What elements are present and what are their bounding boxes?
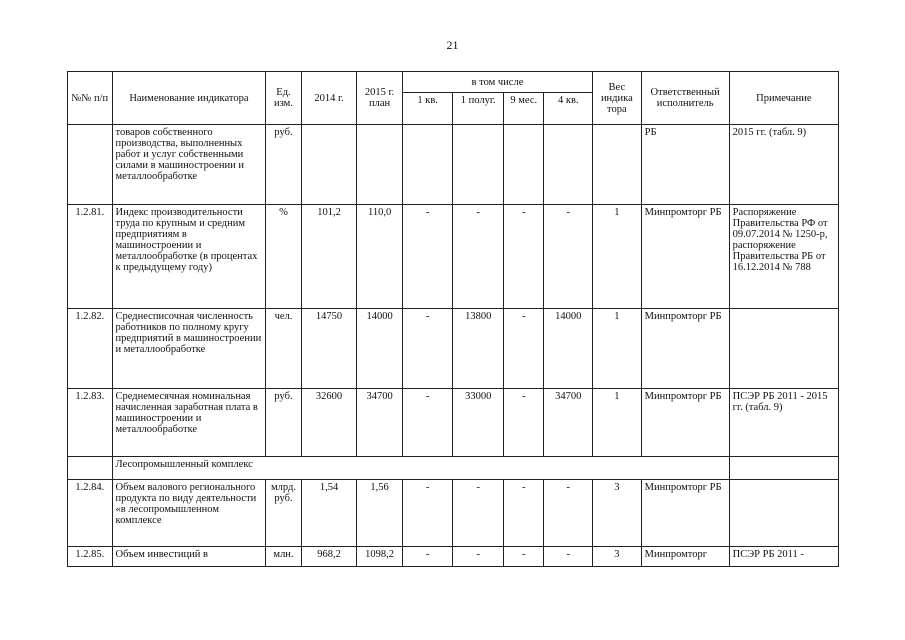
cell-q1: - <box>402 389 453 457</box>
cell-2014: 32600 <box>301 389 357 457</box>
cell-unit: % <box>266 205 301 309</box>
section-title: Лесопромышленный комплекс <box>112 457 729 480</box>
cell-q4: 34700 <box>544 389 593 457</box>
cell-2014: 14750 <box>301 309 357 389</box>
cell-responsible: Минпромторг РБ <box>641 389 729 457</box>
table-row <box>68 389 839 457</box>
cell-q4: 14000 <box>544 309 593 389</box>
cell-num <box>68 125 113 205</box>
cell-num: 1.2.84. <box>68 480 113 547</box>
cell-name: товаров собственного производства, выполненных работ и услуг собственными силами в машиностроении и металлообработке <box>112 125 266 205</box>
table-row <box>68 125 839 205</box>
indicators-table <box>67 71 839 567</box>
cell-weight: 3 <box>593 480 642 547</box>
cell-name: Среднесписочная численность работников по полному кругу предприятий в машиностроении и металлообработке <box>112 309 266 389</box>
cell-num: 1.2.83. <box>68 389 113 457</box>
cell-q4: - <box>544 205 593 309</box>
cell-unit: млн. <box>266 547 301 567</box>
table-row <box>68 309 839 389</box>
header-note: Примечание <box>729 72 838 125</box>
cell-2015: 1098,2 <box>357 547 403 567</box>
header-unit: Ед. изм. <box>266 72 301 125</box>
cell-weight: 3 <box>593 547 642 567</box>
cell-h1: 13800 <box>453 309 504 389</box>
page-number: 21 <box>446 38 459 52</box>
cell-unit: млрд. руб. <box>266 480 301 547</box>
section-row <box>68 457 839 480</box>
header-including: в том числе <box>402 72 592 93</box>
header-h1: 1 полуг. <box>453 93 504 125</box>
header-num: №№ п/п <box>68 72 113 125</box>
cell-note <box>729 309 838 389</box>
cell-2015: 110,0 <box>357 205 403 309</box>
cell-q1: - <box>402 309 453 389</box>
cell-9m: - <box>504 309 544 389</box>
table-row <box>68 480 839 547</box>
cell-2014: 101,2 <box>301 205 357 309</box>
cell-responsible: Минпромторг РБ <box>641 309 729 389</box>
cell-9m: - <box>504 547 544 567</box>
cell-weight: 1 <box>593 309 642 389</box>
cell-num: 1.2.82. <box>68 309 113 389</box>
cell-q1: - <box>402 205 453 309</box>
cell-2014: 968,2 <box>301 547 357 567</box>
cell-note: Распоряжение Правительства РФ от 09.07.2014 № 1250-р, распоряжение Правительства РБ от 16.12.2014 № 788 <box>729 205 838 309</box>
header-name: Наименование индикатора <box>112 72 266 125</box>
header-2015-plan: 2015 г. план <box>357 72 403 125</box>
cell-responsible: Минпромторг РБ <box>641 205 729 309</box>
cell-unit: руб. <box>266 125 301 205</box>
table-row <box>68 205 839 309</box>
cell-responsible: Минпромторг <box>641 547 729 567</box>
cell-9m: - <box>504 205 544 309</box>
cell-note: 2015 гг. (табл. 9) <box>729 125 838 205</box>
cell-name: Объем инвестиций в <box>112 547 266 567</box>
cell-unit: чел. <box>266 309 301 389</box>
cell-2014 <box>301 125 357 205</box>
cell-h1 <box>453 125 504 205</box>
cell-h1: - <box>453 547 504 567</box>
cell-h1: 33000 <box>453 389 504 457</box>
cell-q1 <box>402 125 453 205</box>
cell-note: ПСЭР РБ 2011 - 2015 гг. (табл. 9) <box>729 389 838 457</box>
cell-note: ПСЭР РБ 2011 - <box>729 547 838 567</box>
cell-note <box>729 480 838 547</box>
cell-h1: - <box>453 205 504 309</box>
header-q4: 4 кв. <box>544 93 593 125</box>
header-9m: 9 мес. <box>504 93 544 125</box>
cell-q4 <box>544 125 593 205</box>
cell-2014: 1,54 <box>301 480 357 547</box>
cell-name: Среднемесячная номинальная начисленная заработная плата в машиностроении и металлообработке <box>112 389 266 457</box>
cell-q4: - <box>544 547 593 567</box>
cell-q4: - <box>544 480 593 547</box>
cell-responsible: Минпромторг РБ <box>641 480 729 547</box>
cell-weight <box>593 125 642 205</box>
cell-h1: - <box>453 480 504 547</box>
cell-2015: 14000 <box>357 309 403 389</box>
cell-q1: - <box>402 547 453 567</box>
cell-name: Индекс производительности труда по крупным и средним предприятиям в машиностроении и металлообработке (в процентах к предыдущему году) <box>112 205 266 309</box>
cell-note <box>729 457 838 480</box>
cell-num <box>68 457 113 480</box>
cell-9m <box>504 125 544 205</box>
header-responsible: Ответственный исполнитель <box>641 72 729 125</box>
cell-2015 <box>357 125 403 205</box>
header-q1: 1 кв. <box>402 93 453 125</box>
cell-responsible: РБ <box>641 125 729 205</box>
cell-2015: 34700 <box>357 389 403 457</box>
cell-9m: - <box>504 480 544 547</box>
cell-num: 1.2.81. <box>68 205 113 309</box>
table-row <box>68 547 839 567</box>
cell-unit: руб. <box>266 389 301 457</box>
cell-name: Объем валового регионального продукта по виду деятельности «в лесопромышленном комплексе <box>112 480 266 547</box>
cell-weight: 1 <box>593 389 642 457</box>
cell-num: 1.2.85. <box>68 547 113 567</box>
header-weight: Вес индика тора <box>593 72 642 125</box>
cell-9m: - <box>504 389 544 457</box>
cell-weight: 1 <box>593 205 642 309</box>
cell-2015: 1,56 <box>357 480 403 547</box>
header-2014: 2014 г. <box>301 72 357 125</box>
cell-q1: - <box>402 480 453 547</box>
